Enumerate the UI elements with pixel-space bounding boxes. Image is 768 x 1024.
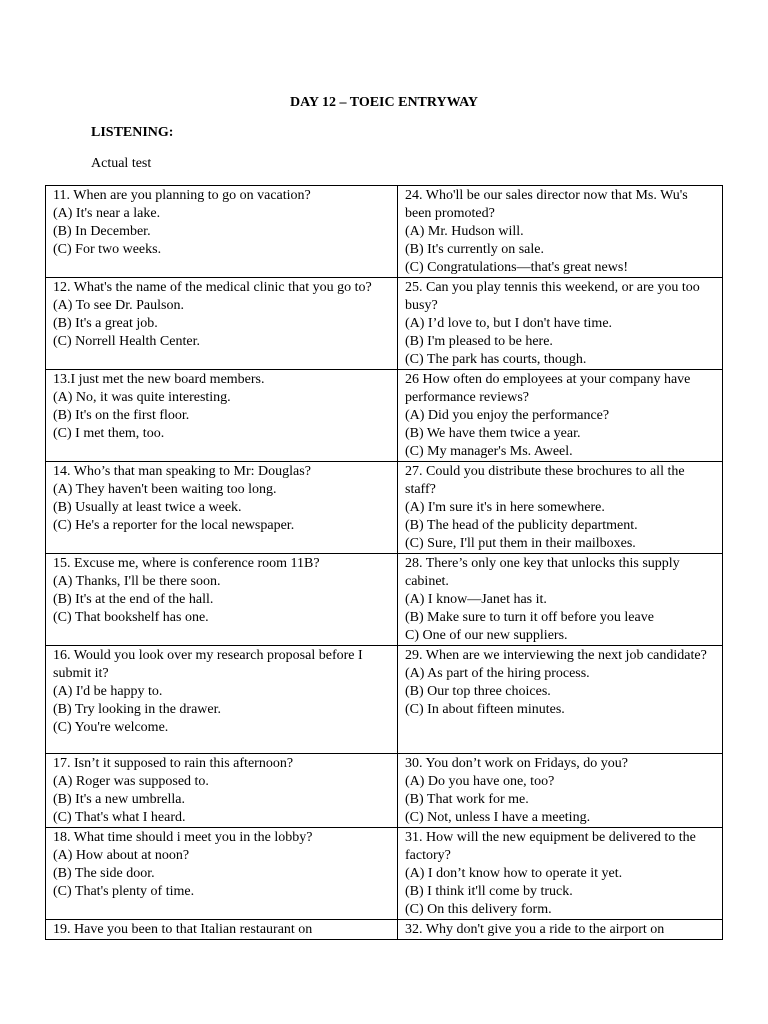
question-cell-right: [398, 370, 723, 462]
answer-option: (A) They haven't been waiting too long.: [53, 482, 277, 497]
question-text: 30. You don’t work on Fridays, do you?: [405, 756, 628, 771]
question-cell-right: [398, 646, 723, 754]
question-cell-left: [46, 186, 398, 278]
questions-table-body: [46, 186, 723, 940]
question-cell-left: [46, 920, 398, 940]
question-cell-left: [46, 646, 398, 754]
answer-option: (C) That's plenty of time.: [53, 884, 195, 899]
answer-option: (B) We have them twice a year.: [405, 426, 581, 441]
question-text: 11. When are you planning to go on vacation?: [53, 188, 311, 203]
question-cell-right: [398, 186, 723, 278]
question-row: [46, 554, 723, 646]
question-text: 18. What time should i meet you in the lobby?: [53, 830, 313, 845]
question-row: [46, 186, 723, 278]
question-row: [46, 754, 723, 828]
answer-option: (C) I met them, too.: [53, 426, 165, 441]
question-text: 31. How will the new equipment be delivered to the factory?: [405, 830, 696, 863]
answer-option: (A) I'm sure it's in here somewhere.: [405, 500, 605, 515]
answer-option: (C) He's a reporter for the local newspaper.: [53, 518, 295, 533]
question-cell-left: [46, 754, 398, 828]
question-text: 24. Who'll be our sales director now that Ms. Wu's been promoted?: [405, 188, 688, 221]
answer-option: (B) It's currently on sale.: [405, 242, 544, 257]
question-row: [46, 462, 723, 554]
question-text: 28. There’s only one key that unlocks this supply cabinet.: [405, 556, 680, 589]
answer-option: (A) I’d love to, but I don't have time.: [405, 316, 613, 331]
answer-option: (A) It's near a lake.: [53, 206, 161, 221]
answer-option: (C) In about fifteen minutes.: [405, 702, 565, 717]
answer-option: (A) I'd be happy to.: [53, 684, 163, 699]
question-text: 15. Excuse me, where is conference room 11B?: [53, 556, 320, 571]
question-cell-left: [46, 554, 398, 646]
question-text: 19. Have you been to that Italian restaurant on: [53, 922, 313, 937]
answer-option: (B) The head of the publicity department.: [405, 518, 638, 533]
question-cell-left: [46, 278, 398, 370]
question-text: 16. Would you look over my research proposal before I submit it?: [53, 648, 363, 681]
questions-table: [45, 185, 723, 940]
answer-option: (A) As part of the hiring process.: [405, 666, 590, 681]
question-text: 14. Who’s that man speaking to Mr: Douglas?: [53, 464, 311, 479]
question-text: 29. When are we interviewing the next job candidate?: [405, 648, 707, 663]
question-text: 26 How often do employees at your company have performance reviews?: [405, 372, 691, 405]
question-cell-right: [398, 920, 723, 940]
answer-option: (C) That bookshelf has one.: [53, 610, 209, 625]
question-row: [46, 920, 723, 940]
question-cell-left: [46, 462, 398, 554]
answer-option: (C) My manager's Ms. Aweel.: [405, 444, 573, 459]
answer-option: (A) Did you enjoy the performance?: [405, 408, 610, 423]
section-subtitle: Actual test: [91, 156, 152, 171]
answer-option: C) One of our new suppliers.: [405, 628, 568, 643]
answer-option: (B) Try looking in the drawer.: [53, 702, 221, 717]
answer-option: (B) It's on the first floor.: [53, 408, 190, 423]
question-cell-left: [46, 828, 398, 920]
answer-option: (B) It's at the end of the hall.: [53, 592, 214, 607]
answer-option: (C) You're welcome.: [53, 720, 169, 735]
question-text: 27. Could you distribute these brochures to all the staff?: [405, 464, 685, 497]
answer-option: (A) Mr. Hudson will.: [405, 224, 524, 239]
question-cell-left: [46, 370, 398, 462]
answer-option: (A) Roger was supposed to.: [53, 774, 209, 789]
question-row: [46, 278, 723, 370]
answer-option: (A) I know—Janet has it.: [405, 592, 547, 607]
answer-option: (C) Not, unless I have a meeting.: [405, 810, 591, 825]
answer-option: (B) The side door.: [53, 866, 155, 881]
question-text: 25. Can you play tennis this weekend, or are you too busy?: [405, 280, 700, 313]
question-text: 32. Why don't give you a ride to the airport on: [405, 922, 665, 937]
answer-option: (B) I think it'll come by truck.: [405, 884, 573, 899]
answer-option: (C) The park has courts, though.: [405, 352, 587, 367]
answer-option: (B) Our top three choices.: [405, 684, 551, 699]
answer-option: (A) No, it was quite interesting.: [53, 390, 231, 405]
answer-option: (A) I don’t know how to operate it yet.: [405, 866, 623, 881]
answer-option: (B) It's a great job.: [53, 316, 158, 331]
answer-option: (B) Make sure to turn it off before you leave: [405, 610, 654, 625]
answer-option: (A) To see Dr. Paulson.: [53, 298, 184, 313]
answer-option: (C) Congratulations—that's great news!: [405, 260, 628, 275]
question-text: 13.I just met the new board members.: [53, 372, 265, 387]
answer-option: (B) It's a new umbrella.: [53, 792, 185, 807]
question-cell-right: [398, 462, 723, 554]
answer-option: (C) On this delivery form.: [405, 902, 552, 917]
question-row: [46, 828, 723, 920]
answer-option: (B) In December.: [53, 224, 151, 239]
question-row: [46, 646, 723, 754]
question-row: [46, 370, 723, 462]
question-cell-right: [398, 278, 723, 370]
question-cell-right: [398, 828, 723, 920]
question-text: 17. Isn’t it supposed to rain this afternoon?: [53, 756, 294, 771]
answer-option: (C) Norrell Health Center.: [53, 334, 200, 349]
question-text: 12. What's the name of the medical clinic that you go to?: [53, 280, 372, 295]
answer-option: (C) For two weeks.: [53, 242, 162, 257]
answer-option: (A) How about at noon?: [53, 848, 190, 863]
document-title: DAY 12 – TOEIC ENTRYWAY: [289, 95, 479, 110]
section-heading: LISTENING:: [91, 125, 174, 140]
answer-option: (C) Sure, I'll put them in their mailboxes.: [405, 536, 636, 551]
question-cell-right: [398, 754, 723, 828]
question-cell-right: [398, 554, 723, 646]
answer-option: (B) That work for me.: [405, 792, 529, 807]
answer-option: (B) Usually at least twice a week.: [53, 500, 242, 515]
answer-option: (C) That's what I heard.: [53, 810, 186, 825]
answer-option: (A) Do you have one, too?: [405, 774, 555, 789]
answer-option: (B) I'm pleased to be here.: [405, 334, 553, 349]
answer-option: (A) Thanks, I'll be there soon.: [53, 574, 221, 589]
